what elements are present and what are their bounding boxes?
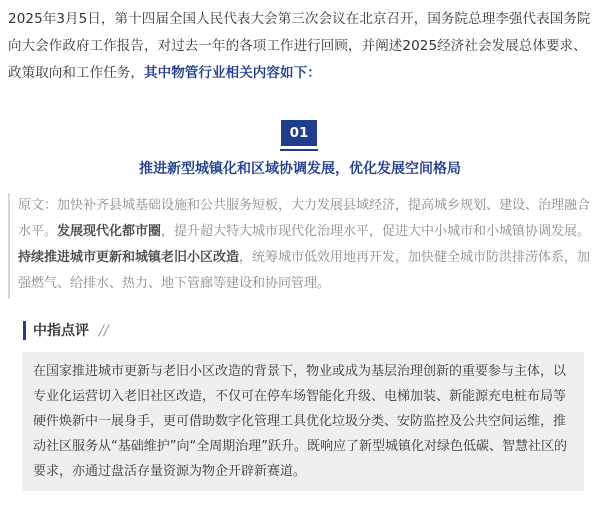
- comment-title: 中指点评: [33, 323, 89, 339]
- quote-text-1: 原文：加快补齐县城基础设施和公共服务短板，大力发展县域经济，提高城乡规划、建设、治理融合水平。: [18, 198, 591, 239]
- comment-box: [22, 352, 584, 491]
- quote-bold-2: 持续推进城市更新和城镇老旧小区改造: [18, 250, 240, 265]
- comment-slash-decoration: //: [99, 323, 109, 339]
- section-number-underline: [280, 149, 318, 151]
- intro-highlight: 其中物管行业相关内容如下：: [144, 65, 321, 81]
- quote-text-2: ，提升超大特大城市现代化治理水平，促进大中小城市和小城镇协调发展。: [161, 224, 591, 239]
- intro-text: 2025年3月5日，第十四届全国人民代表大会第三次会议在北京召开，国务院总理李强代表国务院向大会作政府工作报告，对过去一年的各项工作进行回顾，并阐述2025经济社会发展总体要求、政策取向和工作任务，: [8, 11, 591, 81]
- comment-text: 在国家推进城市更新与老旧小区改造的背景下，物业或成为基层治理创新的重要参与主体，以专业化运营切入老旧社区改造，不仅可在停车场智能化升级、电梯加装、新能源充电桩布局等硬件焕新中一展身手，更可借助数字化管理工具优化垃圾分类、安防监控及公共空间运维，推动社区服务从“基础维护”向“全周期治理”跃升。既响应了新型城镇化对绿色低碳、智慧社区的要求，亦通过盘活存量资源为物企开辟新赛道。: [33, 364, 567, 479]
- section-title: 推进新型城镇化和区域协调发展，优化发展空间格局: [139, 161, 461, 177]
- section-number-badge: 01: [281, 120, 317, 146]
- comment-heading: [33, 320, 108, 342]
- quote-text-3: ，统筹城市低效用地再开发，加快健全城市防洪排涝体系，加强燃气、给排水、热力、地下管廊等建设和协同管理。: [18, 250, 591, 291]
- quote-bold-1: 发展现代化都市圈: [57, 224, 162, 239]
- intro-paragraph: [8, 6, 594, 87]
- comment-accent-bar: [23, 321, 26, 340]
- original-text-quote: [8, 193, 591, 299]
